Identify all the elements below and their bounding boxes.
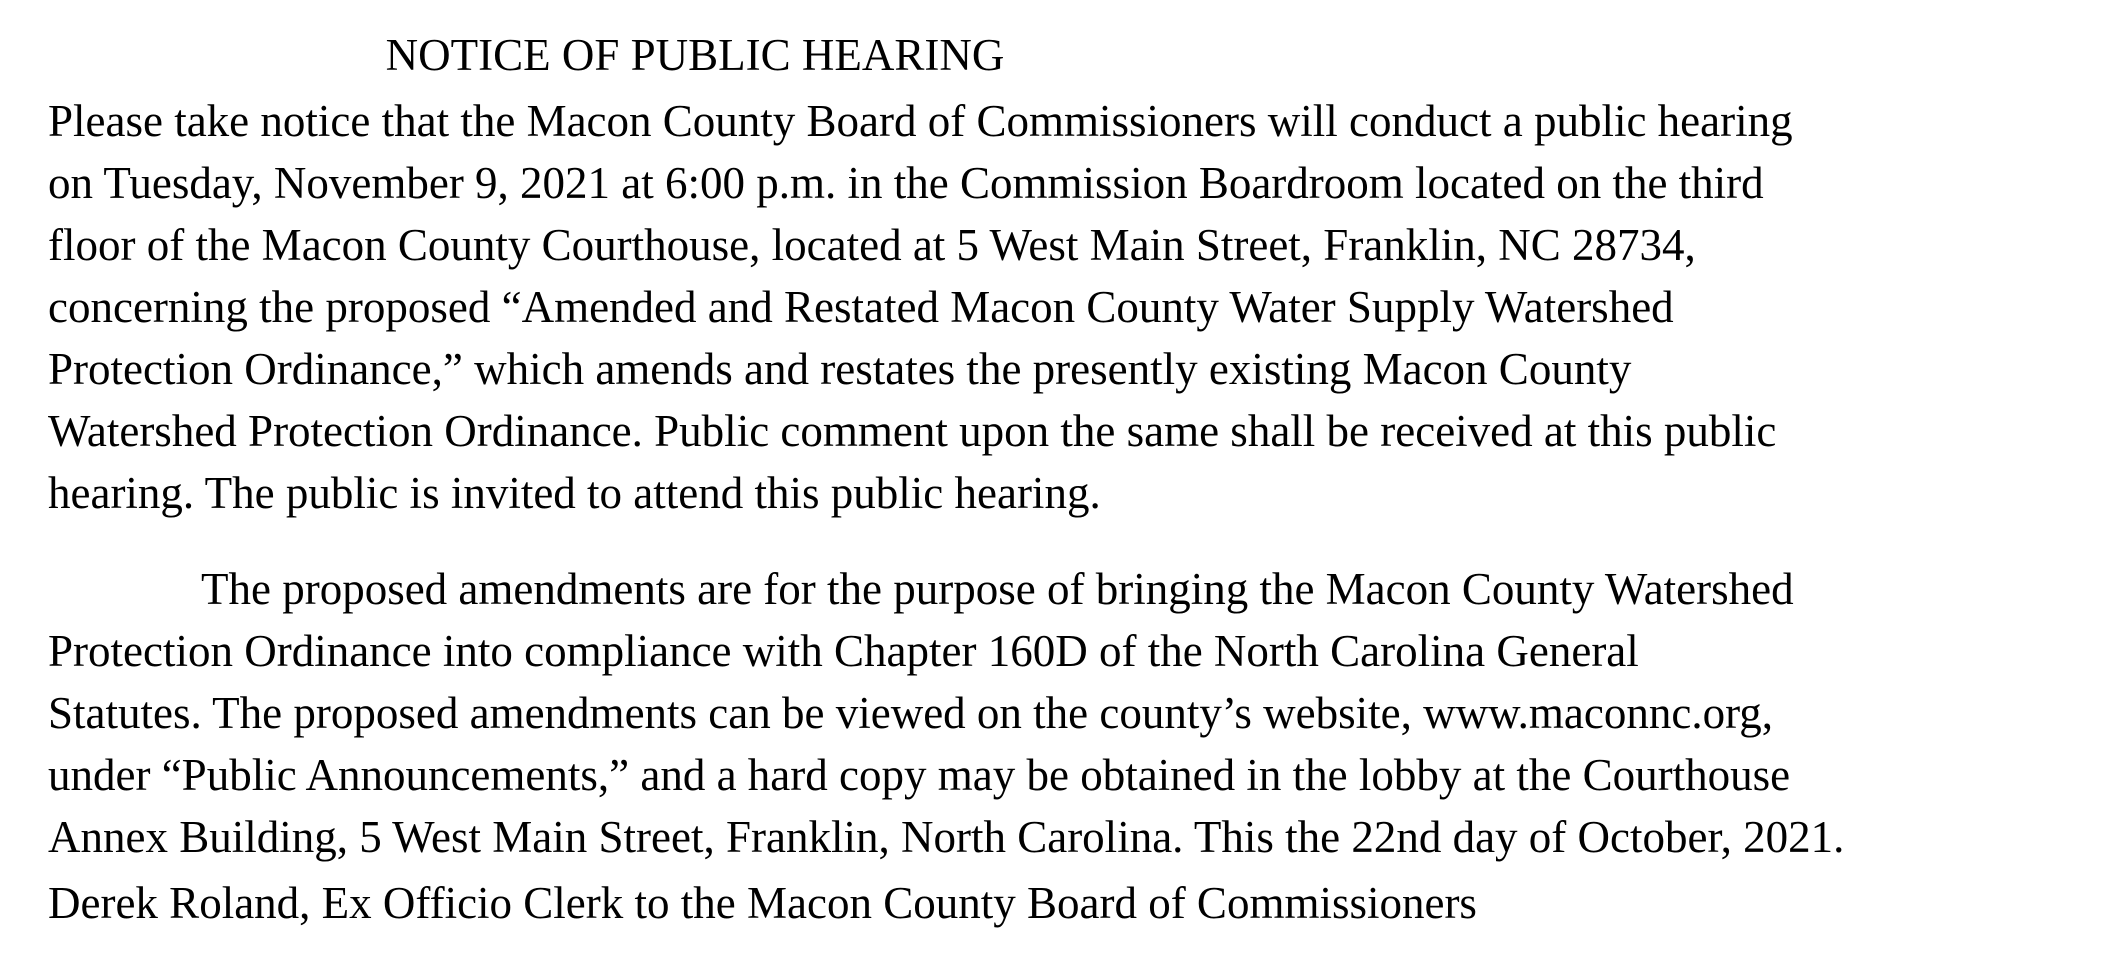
paragraph2-line-5: Annex Building, 5 West Main Street, Franklin, North Carolina. This the 22nd day of October, 2021. [48,812,1845,862]
paragraph1-line-5: Protection Ordinance,” which amends and restates the presently existing Macon County [48,344,1632,394]
paragraph1-line-2: on Tuesday, November 9, 2021 at 6:00 p.m. in the Commission Boardroom located on the third [48,158,1764,208]
paragraph2-line-1: The proposed amendments are for the purpose of bringing the Macon County Watershed [201,564,1794,614]
paragraph2-line-4: under “Public Announcements,” and a hard copy may be obtained in the lobby at the Courthouse [48,750,1791,800]
signature-line: Derek Roland, Ex Officio Clerk to the Macon County Board of Commissioners [48,878,1477,928]
paragraph2-line-2: Protection Ordinance into compliance with Chapter 160D of the North Carolina General [48,626,1639,676]
paragraph1-line-6: Watershed Protection Ordinance. Public comment upon the same shall be received at this public [48,406,1777,456]
paragraph1-line-3: floor of the Macon County Courthouse, located at 5 West Main Street, Franklin, NC 28734, [48,220,1696,270]
notice-title: NOTICE OF PUBLIC HEARING [385,30,1005,80]
paragraph2-line-3: Statutes. The proposed amendments can be viewed on the county’s website, www.maconnc.org, [48,688,1774,738]
paragraph1-line-7: hearing. The public is invited to attend this public hearing. [48,468,1101,518]
paragraph1-line-1: Please take notice that the Macon County Board of Commissioners will conduct a public hearing [48,96,1793,146]
paragraph1-line-4: concerning the proposed “Amended and Restated Macon County Water Supply Watershed [48,282,1674,332]
